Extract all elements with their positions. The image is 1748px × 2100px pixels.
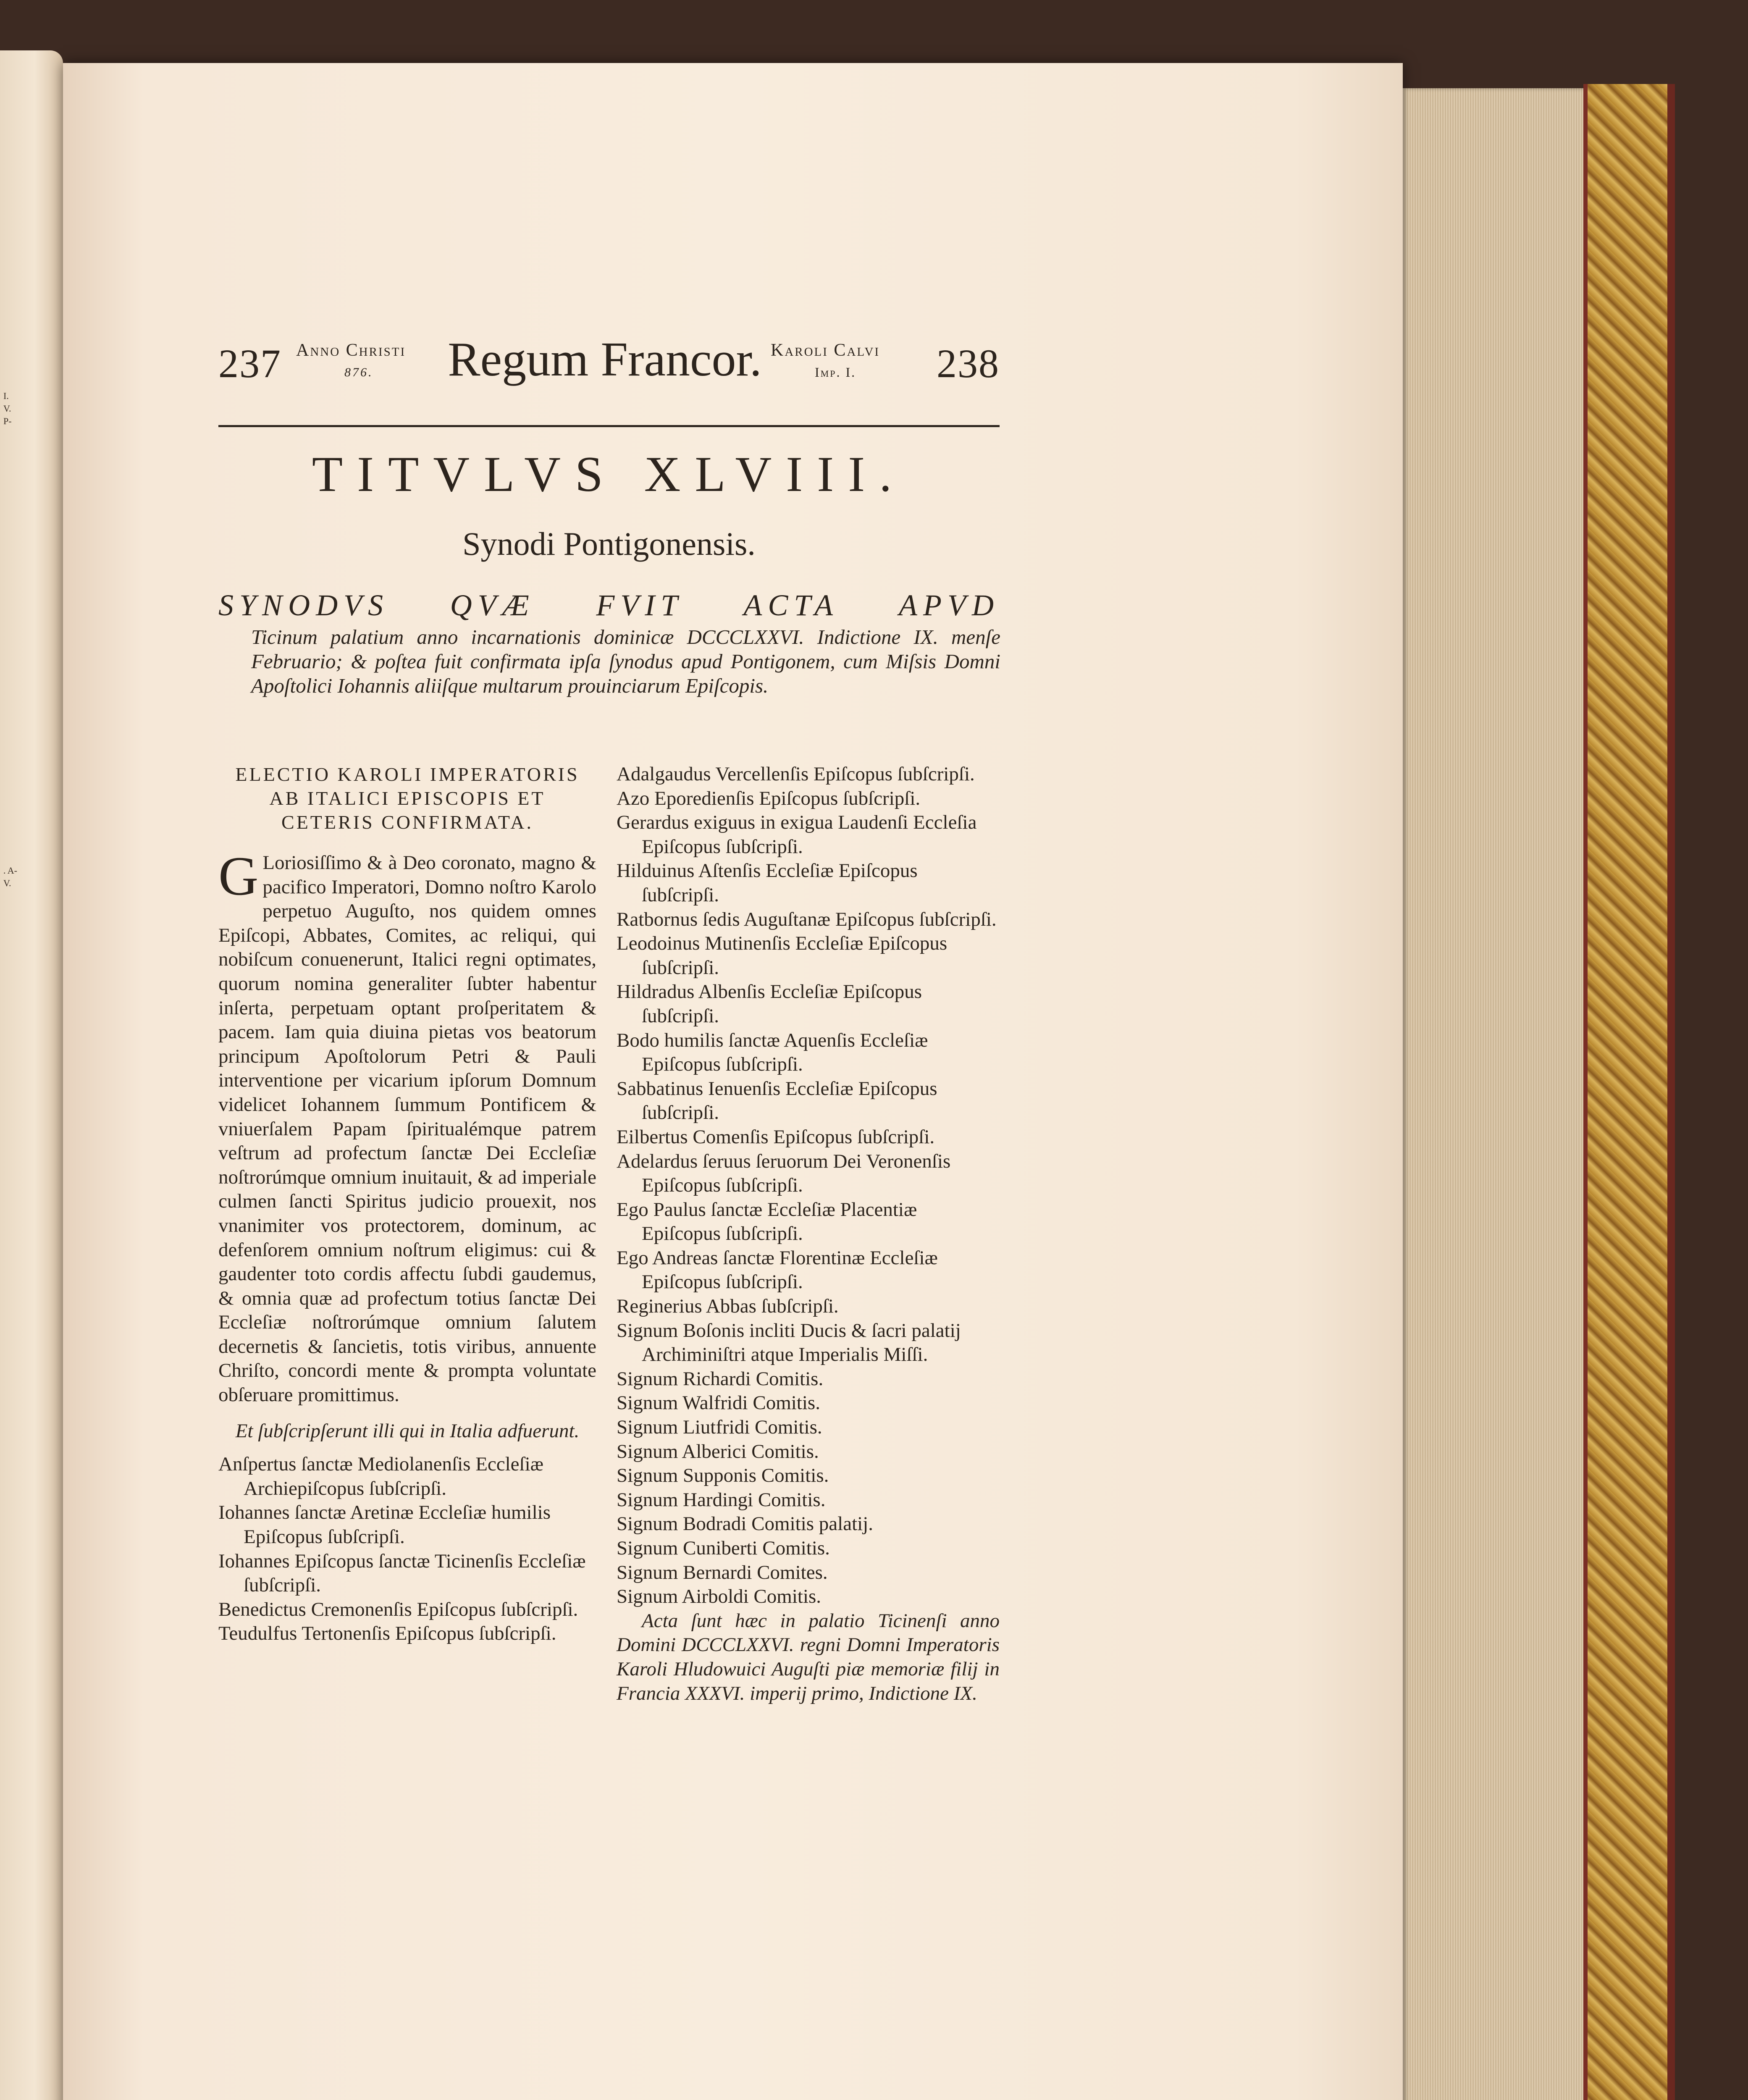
intro-text: Ticinum palatium anno incarnationis dominicæ DCCCLXXVI. Indictione IX. menſe Februario; & poſtea fuit confirmata ipſa ſynodus apud Pontigonem, cum Miſsis Domni Apoſtolici Iohannis aliiſque multarum prouinciarum Epiſcopis.: [251, 625, 1000, 697]
page-number-left: 237: [218, 341, 281, 386]
subscription-entry: Adalgaudus Vercellenſis Epiſcopus ſubſcripſi.: [617, 763, 975, 785]
subscription-entry: Signum Bernardi Comites.: [617, 1561, 828, 1583]
decree-text: [218, 845, 596, 1407]
header-rule: [218, 425, 1000, 427]
subscription-entry: Bodo humilis ſanctæ Aquenſis Eccleſiæ Epiſcopus ſubſcripſi.: [617, 1029, 928, 1076]
book-cover-edge: [1583, 84, 1675, 2100]
margin-fragment: V.: [3, 878, 11, 888]
subscription-entry: Signum Cuniberti Comitis.: [617, 1537, 830, 1559]
subscription-entry: Anſpertus ſanctæ Mediolanenſis Eccleſiæ Archiepiſcopus ſubſcripſi.: [218, 1453, 544, 1499]
subscription-entry: Signum Liutfridi Comitis.: [617, 1416, 822, 1438]
subscription-entry: Signum Bodradi Comitis palatij.: [617, 1513, 873, 1535]
subscription-entry: Azo Eporedienſis Epiſcopus ſubſcripſi.: [617, 787, 921, 809]
subscription-entry: Adelardus ſeruus ſeruorum Dei Veronenſis Epiſcopus ſubſcripſi.: [617, 1150, 951, 1197]
subscription-entry: Signum Richardi Comitis.: [617, 1368, 824, 1390]
subscription-entry: Iohannes ſanctæ Aretinæ Eccleſiæ humilis Epiſcopus ſubſcripſi.: [218, 1502, 551, 1548]
acta-paragraph: Acta ſunt hæc in palatio Ticinenſi anno Domini DCCCLXXVI. regni Domni Imperatoris Karoli Hludowuici Auguſti piæ memoriæ filij in Francia XXXVI. imperij primo, Indictione IX.: [617, 1609, 1000, 1704]
karoli-calvi: Karoli Calvi: [771, 341, 880, 360]
header-year: 876.: [344, 365, 373, 379]
title: TITVLVS XLVIII.: [312, 446, 906, 502]
subscription-entry: Signum Boſonis incliti Ducis & ſacri palatij Archiminiſtri atque Imperialis Miſſi.: [617, 1319, 961, 1366]
intro-caps: SYNODVS QVÆ FVIT ACTA APVD: [218, 588, 1000, 622]
subscription-entry: Signum Alberici Comitis.: [617, 1440, 819, 1462]
anno-christi: Anno Christi: [296, 341, 406, 360]
margin-fragment: V.: [3, 403, 11, 414]
subscription-entry: Teudulfus Tertonenſis Epiſcopus ſubſcripſi.: [218, 1622, 556, 1645]
subtitle: Synodi Pontigonensis.: [462, 525, 756, 562]
subscription-entry: Hilduinus Aſtenſis Eccleſiæ Epiſcopus ſubſcripſi.: [617, 860, 918, 906]
subscription-entry: Signum Airboldi Comitis.: [617, 1586, 822, 1608]
subscription-entry: Reginerius Abbas ſubſcripſi.: [617, 1295, 839, 1318]
page-edges: [1403, 88, 1588, 2100]
subscription-entry: Hildradus Albenſis Eccleſiæ Epiſcopus ſubſcripſi.: [617, 981, 922, 1027]
drop-cap: G: [218, 845, 259, 907]
column-heading: ELECTIO KAROLI IMPERATORIS AB ITALICI EPISCOPIS ET CETERIS CONFIRMATA.: [235, 764, 580, 833]
subscription-entry: Signum Supponis Comitis.: [617, 1465, 829, 1487]
subscription-entry: Eilbertus Comenſis Epiſcopus ſubſcripſi.: [617, 1126, 935, 1148]
subscription-entry: Gerardus exiguus in exigua Laudenſi Eccleſia Epiſcopus ſubſcripſi.: [617, 811, 977, 858]
margin-fragment: . A-: [3, 865, 17, 876]
margin-fragment: P-: [3, 416, 12, 426]
subscription-entry: Iohannes Epiſcopus ſanctæ Ticinenſis Eccleſiæ ſubſcripſi.: [218, 1550, 586, 1596]
running-header: [218, 332, 1000, 403]
subscription-entry: Benedictus Cremonenſis Epiſcopus ſubſcripſi.: [218, 1598, 578, 1620]
subscription-entry: Ego Paulus ſanctæ Eccleſiæ Placentiæ Epiſcopus ſubſcripſi.: [617, 1198, 917, 1245]
subscription-entry: Ego Andreas ſanctæ Florentinæ Eccleſiæ Epiſcopus ſubſcripſi.: [617, 1247, 938, 1293]
header-imp: Imp. I.: [815, 365, 856, 380]
subscription-entry: Signum Walfridi Comitis.: [617, 1392, 820, 1414]
right-column: [617, 762, 1000, 1706]
decree-body: Loriosiſſimo & à Deo coronato, magno & pacifico Imperatori, Domno noſtro Karolo perpetuo Auguſto, nos quidem omnes Epiſcopi, Abbates, Comites, ac reliqui, qui nobiſcum conuenerunt, Italici regni optimates, quorum nomina generaliter ſubter habentur inſerta, perpetuam optant proſperitatem & pacem. Iam quia diuina pietas vos beatorum principum Apoſtolorum Petri & Pauli interventione per vicarium ipſorum Domnum videlicet Iohannem ſummum Pontificem & vniuerſalem Papam ſpiritualémque patrem veſtrum ad profectum ſanctæ Dei Eccleſiæ noſtrorúmque omnium inuitauit, & ad imperiale culmen ſancti Spiritus judicio prouexit, nos vnanimiter vos protectorem, dominum, ac defenſorem omnium noſtrum eligimus: cui & gaudenter toto cordis affectu ſubdi gaudemus, & omnia quæ ad profectum totius ſanctæ Dei Eccleſiæ noſtrorúmque omnium ſalutem decernetis & ſancietis, totis viribus, annuente Chriſto, concordi mente & prompta voluntate obſeruare promittimus.: [218, 852, 596, 1406]
running-title: Regum Francor.: [448, 333, 762, 386]
margin-fragment: I.: [3, 391, 9, 401]
subscription-entry: Sabbatinus Ienuenſis Eccleſiæ Epiſcopus ſubſcripſi.: [617, 1077, 937, 1124]
subscription-entry: Leodoinus Mutinenſis Eccleſiæ Epiſcopus ſubſcripſi.: [617, 932, 947, 979]
subscription-entry: Ratbornus ſedis Auguſtanæ Epiſcopus ſubſcripſi.: [617, 908, 997, 930]
facing-left-page: [0, 50, 63, 2100]
subscription-entry: Signum Hardingi Comitis.: [617, 1488, 826, 1511]
page-number-right: 238: [937, 341, 1000, 386]
subscribers-intro: Et ſubſcripſerunt illi qui in Italia adfuerunt.: [235, 1420, 580, 1442]
left-column: [218, 762, 596, 1646]
